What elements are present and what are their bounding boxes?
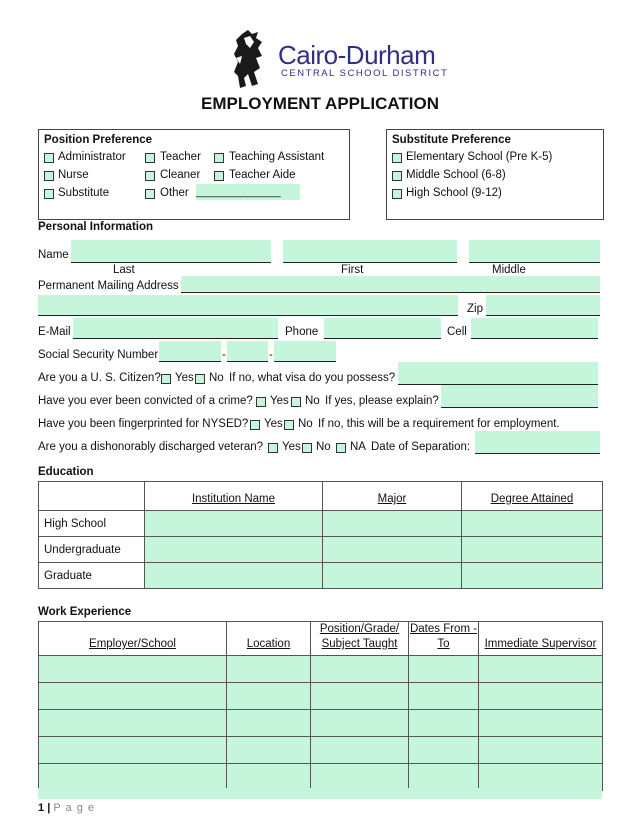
work-cell-input[interactable] (311, 710, 409, 737)
teaching-assistant-checkbox[interactable] (214, 153, 224, 163)
work-col-employer: Employer/School (39, 622, 227, 656)
education-cell-input[interactable] (462, 537, 603, 563)
work-experience-table (38, 621, 603, 791)
personal-info-title: Personal Information (38, 221, 154, 233)
ssn-separator-2: - (269, 349, 273, 361)
last-caption: Last (113, 264, 135, 276)
work-cell-input[interactable] (311, 656, 409, 683)
work-cell-input[interactable] (227, 737, 311, 764)
crime-no-checkbox[interactable] (291, 397, 301, 407)
education-row-label: Graduate (39, 563, 145, 589)
crime-explain-input[interactable] (441, 385, 598, 407)
education-row-label: High School (39, 511, 145, 537)
veteran-na-label: NA (350, 441, 366, 453)
phone-input[interactable] (324, 318, 441, 338)
fingerprint-question: Have you been fingerprinted for NYSED? (38, 418, 249, 430)
veteran-question: Are you a dishonorably discharged veteran? (38, 441, 264, 453)
education-cell-input[interactable] (462, 511, 603, 537)
citizen-followup: If no, what visa do you possess? (229, 372, 396, 384)
veteran-followup: Date of Separation: (371, 441, 471, 453)
middle-school-checkbox[interactable] (392, 171, 402, 181)
citizen-no-checkbox[interactable] (195, 374, 205, 384)
separation-date-input[interactable] (475, 431, 600, 453)
citizen-question: Are you a U. S. Citizen? (38, 372, 161, 384)
fingerprint-yes-checkbox[interactable] (250, 420, 260, 430)
education-title: Education (38, 466, 94, 478)
cell-label: Cell (447, 326, 467, 338)
visa-input[interactable] (398, 362, 598, 384)
education-table (38, 481, 603, 589)
work-cell-input[interactable] (479, 710, 603, 737)
zip-input[interactable] (486, 295, 600, 315)
teacher-label: Teacher (160, 151, 201, 163)
crime-followup: If yes, please explain? (325, 395, 439, 407)
work-col-position: Position/Grade/ Subject Taught (311, 622, 409, 656)
crime-question: Have you ever been convicted of a crime? (38, 395, 253, 407)
crime-no-label: No (305, 395, 320, 407)
work-cell-input[interactable] (409, 737, 479, 764)
ssn-label: Social Security Number (38, 349, 159, 361)
middle-caption: Middle (492, 264, 526, 276)
work-cell-input[interactable] (39, 764, 227, 791)
work-cell-input[interactable] (479, 656, 603, 683)
work-cell-input[interactable] (227, 710, 311, 737)
work-col-dates: Dates From - To (409, 622, 479, 656)
education-cell-input[interactable] (323, 511, 462, 537)
citizen-no-label: No (209, 372, 224, 384)
first-name-input[interactable] (283, 240, 457, 262)
ssn-separator-1: - (222, 349, 226, 361)
ssn-part1-input[interactable] (159, 341, 221, 361)
substitute-checkbox[interactable] (44, 189, 54, 199)
other-label: Other (160, 187, 189, 199)
citizen-yes-checkbox[interactable] (161, 374, 171, 384)
work-cell-input[interactable] (311, 764, 409, 791)
page-label: P a g e (53, 802, 95, 814)
high-school-label: High School (9-12) (406, 187, 502, 199)
footer-divider: | (47, 802, 54, 814)
education-col-empty (39, 482, 145, 511)
work-cell-input[interactable] (227, 764, 311, 791)
administrator-checkbox[interactable] (44, 153, 54, 163)
district-name: Cairo-Durham (278, 40, 436, 70)
work-cell-input[interactable] (39, 656, 227, 683)
work-extra-row-input[interactable] (38, 788, 602, 799)
administrator-label: Administrator (58, 151, 126, 163)
teacher-checkbox[interactable] (145, 153, 155, 163)
cell-input[interactable] (471, 318, 598, 338)
elementary-label: Elementary School (Pre K-5) (406, 151, 553, 163)
education-cell-input[interactable] (323, 563, 462, 589)
veteran-yes-checkbox[interactable] (268, 443, 278, 453)
work-cell-input[interactable] (227, 656, 311, 683)
elementary-checkbox[interactable] (392, 153, 402, 163)
work-cell-input[interactable] (409, 683, 479, 710)
other-position-blank: _______________ (196, 186, 281, 198)
work-cell-input[interactable] (479, 764, 603, 791)
zip-label: Zip (467, 303, 483, 315)
work-cell-input[interactable] (311, 737, 409, 764)
education-col-institution: Institution Name (145, 482, 323, 511)
work-cell-input[interactable] (39, 737, 227, 764)
work-cell-input[interactable] (39, 710, 227, 737)
mailing-address-label: Permanent Mailing Address (38, 280, 179, 292)
veteran-na-checkbox[interactable] (336, 443, 346, 453)
work-col-location: Location (227, 622, 311, 656)
work-col-supervisor: Immediate Supervisor (479, 622, 603, 656)
crime-yes-checkbox[interactable] (256, 397, 266, 407)
first-caption: First (341, 264, 364, 276)
position-preference-title: Position Preference (44, 134, 153, 146)
education-row-label: Undergraduate (39, 537, 145, 563)
fingerprint-no-label: No (298, 418, 313, 430)
citizen-yes-label: Yes (175, 372, 194, 384)
email-input[interactable] (73, 318, 278, 338)
education-cell-input[interactable] (145, 537, 323, 563)
work-cell-input[interactable] (409, 656, 479, 683)
middle-school-label: Middle School (6-8) (406, 169, 506, 181)
high-school-checkbox[interactable] (392, 189, 402, 199)
ssn-part2-input[interactable] (227, 341, 268, 361)
cleaner-checkbox[interactable] (145, 171, 155, 181)
email-label: E-Mail (38, 326, 71, 338)
teacher-aide-checkbox[interactable] (214, 171, 224, 181)
work-cell-input[interactable] (39, 683, 227, 710)
education-cell-input[interactable] (323, 537, 462, 563)
teacher-aide-label: Teacher Aide (229, 169, 296, 181)
work-cell-input[interactable] (479, 683, 603, 710)
fingerprint-yes-label: Yes (264, 418, 283, 430)
name-label: Name (38, 249, 69, 261)
fingerprint-followup: If no, this will be a requirement for employment. (318, 418, 560, 430)
education-col-major: Major (323, 482, 462, 511)
page-title: EMPLOYMENT APPLICATION (201, 94, 439, 113)
substitute-label: Substitute (58, 187, 110, 199)
cleaner-label: Cleaner (160, 169, 201, 181)
work-cell-input[interactable] (227, 683, 311, 710)
phone-label: Phone (285, 326, 319, 338)
education-cell-input[interactable] (145, 563, 323, 589)
middle-name-input[interactable] (469, 240, 600, 262)
work-cell-input[interactable] (479, 737, 603, 764)
mustang-logo-icon (228, 28, 274, 90)
teaching-assistant-label: Teaching Assistant (229, 151, 325, 163)
work-experience-title: Work Experience (38, 606, 132, 618)
work-cell-input[interactable] (409, 764, 479, 791)
mailing-address-input[interactable] (181, 276, 600, 292)
crime-yes-label: Yes (270, 395, 289, 407)
veteran-no-label: No (316, 441, 331, 453)
other-checkbox[interactable] (145, 189, 155, 199)
last-name-input[interactable] (71, 240, 271, 262)
education-cell-input[interactable] (462, 563, 603, 589)
education-col-degree: Degree Attained (462, 482, 603, 511)
fingerprint-no-checkbox[interactable] (284, 420, 294, 430)
substitute-preference-title: Substitute Preference (392, 134, 511, 146)
education-cell-input[interactable] (145, 511, 323, 537)
page-number: 1 (38, 802, 45, 814)
work-cell-input[interactable] (409, 710, 479, 737)
veteran-no-checkbox[interactable] (302, 443, 312, 453)
nurse-checkbox[interactable] (44, 171, 54, 181)
page-footer (38, 802, 95, 814)
mailing-address-line2-input[interactable] (38, 295, 458, 315)
work-cell-input[interactable] (311, 683, 409, 710)
ssn-part3-input[interactable] (274, 341, 336, 361)
veteran-yes-label: Yes (282, 441, 301, 453)
nurse-label: Nurse (58, 169, 89, 181)
district-subtitle: CENTRAL SCHOOL DISTRICT (281, 68, 449, 79)
